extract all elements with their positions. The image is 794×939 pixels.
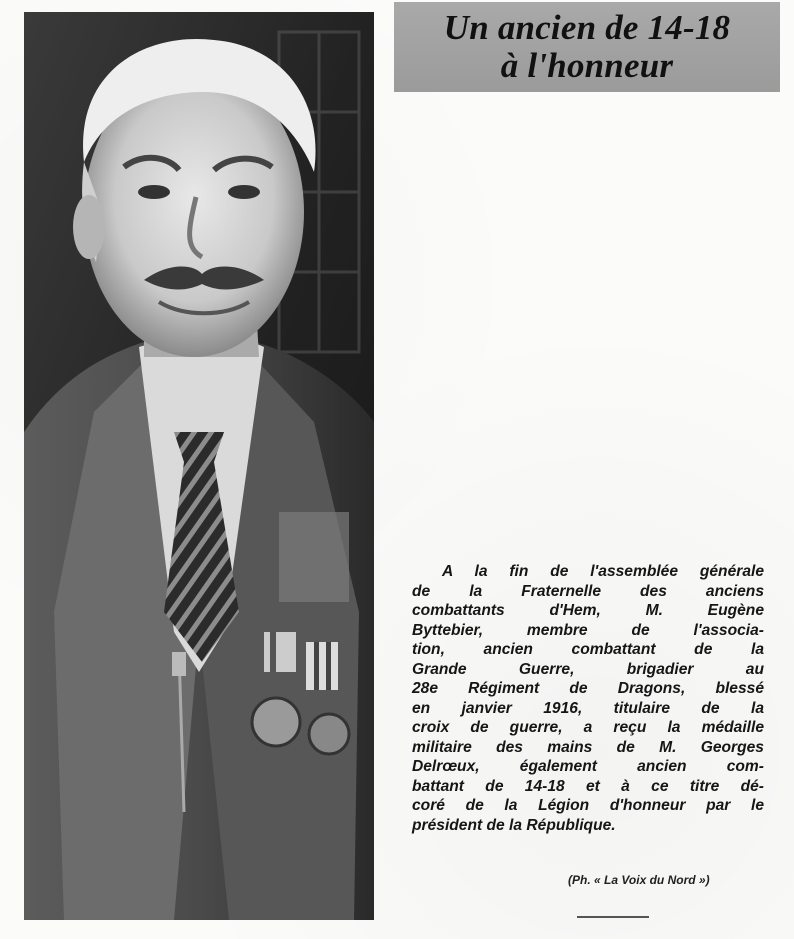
- caption-line: en janvier 1916, titulaire de la: [412, 699, 764, 717]
- headline-line-1: Un ancien de 14-18: [443, 8, 731, 47]
- headline-box: [394, 2, 780, 92]
- article-caption: [412, 562, 764, 835]
- caption-line: 28e Régiment de Dragons, blessé: [412, 680, 764, 697]
- portrait-illustration: [24, 12, 374, 920]
- caption-line: président de la République.: [412, 816, 616, 834]
- caption-line: de la Fraternelle des anciens: [412, 582, 764, 600]
- caption-line: coré de la Légion d'honneur par le: [412, 797, 764, 814]
- caption-line: Delrœux, également ancien com-: [412, 758, 764, 775]
- caption-line: croix de guerre, a reçu la médaille: [412, 719, 764, 736]
- photo-credit: (Ph. « La Voix du Nord »): [568, 873, 710, 887]
- caption-line: tion, ancien combattant de la: [412, 641, 764, 658]
- headline-line-2: à l'honneur: [500, 46, 674, 85]
- end-rule: [577, 916, 649, 918]
- caption-line: militaire des mains de M. Georges: [412, 738, 764, 756]
- caption-line: Grande Guerre, brigadier au: [412, 660, 764, 678]
- caption-line: combattants d'Hem, M. Eugène: [412, 602, 764, 619]
- caption-line: battant de 14-18 et à ce titre dé-: [412, 777, 764, 795]
- caption-line: Byttebier, membre de l'associa-: [412, 621, 764, 639]
- portrait-photo: [24, 12, 374, 920]
- caption-line: A la fin de l'assemblée générale: [442, 563, 764, 580]
